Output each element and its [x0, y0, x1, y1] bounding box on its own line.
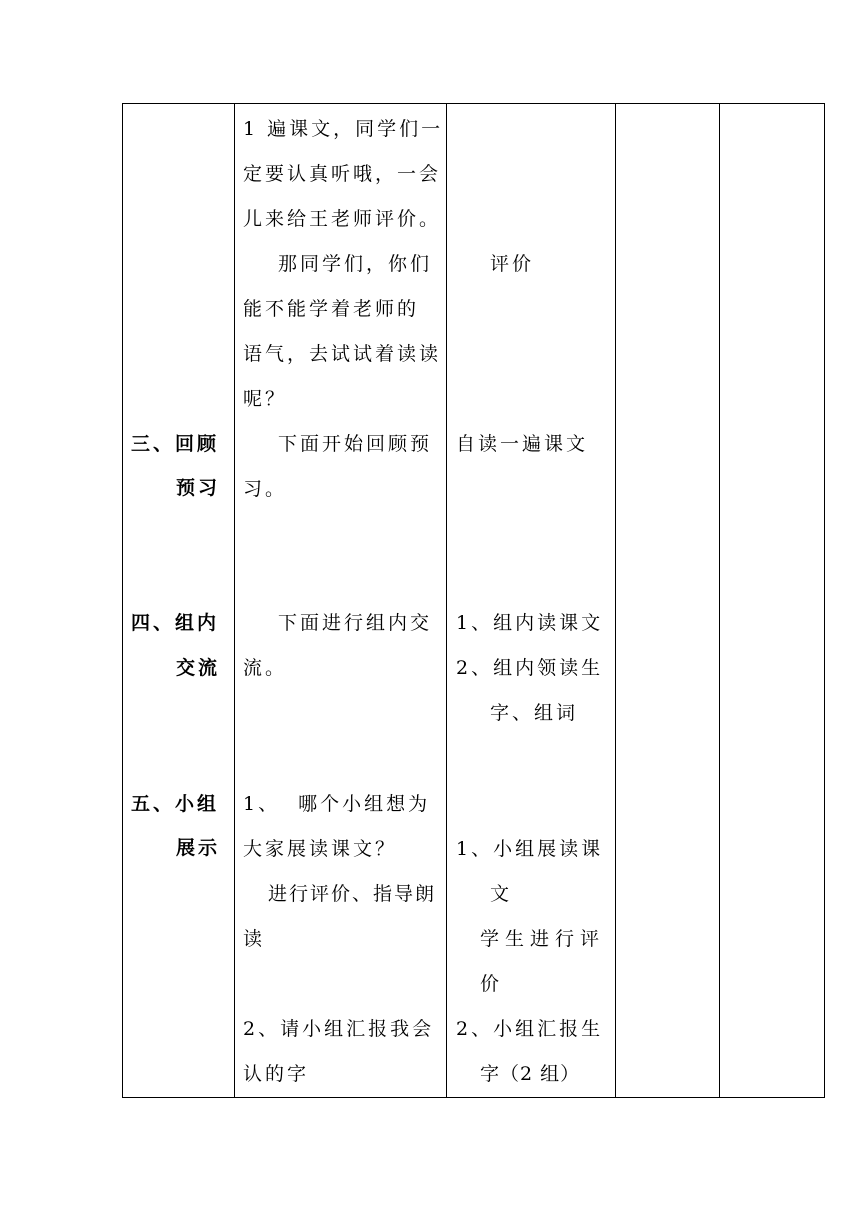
section-heading-4: 四、组内 — [131, 612, 220, 634]
teacher-text-line: 2、请小组汇报我会 — [243, 1018, 435, 1040]
teacher-text-line: 能不能学着老师的 — [243, 298, 420, 320]
column-divider — [446, 104, 447, 1097]
teacher-text-line: 流。 — [243, 657, 288, 679]
teacher-text-line: 那同学们，你们 — [278, 253, 433, 275]
student-text-line: 自读一遍课文 — [456, 433, 589, 455]
teacher-text-line: 1、 哪个小组想为 — [243, 793, 431, 815]
student-text-line: 评价 — [490, 253, 535, 275]
teacher-text-line: 语气，去试试着读读 — [243, 343, 442, 365]
column-divider — [234, 104, 235, 1097]
student-text-line: 字（2 组） — [480, 1063, 581, 1085]
student-text-line: 1、小组展读课 — [456, 838, 604, 860]
student-text-line: 2、小组汇报生 — [456, 1018, 604, 1040]
teacher-text-line: 定要认真听哦，一会 — [243, 163, 442, 185]
teacher-text-line: 认的字 — [243, 1063, 310, 1085]
column-divider — [615, 104, 616, 1097]
teacher-text-line: 大家展读课文？ — [243, 838, 398, 860]
student-text-line: 字、组词 — [490, 702, 579, 724]
section-heading-3: 三、回顾 — [131, 433, 220, 455]
teacher-text-line: 进行评价、指导朗 — [268, 883, 437, 905]
teacher-text-line: 习。 — [243, 478, 288, 500]
student-text-line: 价 — [480, 973, 503, 995]
student-text-line: 1、组内读课文 — [456, 612, 604, 634]
section-heading-3-cont: 预习 — [176, 477, 221, 499]
teacher-text-line: 读 — [243, 928, 266, 950]
student-text-line: 文 — [490, 883, 513, 905]
section-heading-4-cont: 交流 — [176, 657, 221, 679]
teacher-text-line: 儿来给王老师评价。 — [243, 208, 442, 230]
section-heading-5-cont: 展示 — [176, 837, 221, 859]
teacher-text-line: 下面进行组内交 — [278, 612, 433, 634]
lesson-table — [122, 103, 825, 1098]
teacher-text-line: 1 遍课文，同学们一 — [243, 118, 444, 140]
column-divider — [719, 104, 720, 1097]
teacher-text-line: 下面开始回顾预 — [278, 433, 433, 455]
student-text-line: 学生进行评 — [480, 928, 606, 950]
section-heading-5: 五、小组 — [131, 793, 220, 815]
teacher-text-line: 呢？ — [243, 388, 288, 410]
student-text-line: 2、组内领读生 — [456, 657, 604, 679]
